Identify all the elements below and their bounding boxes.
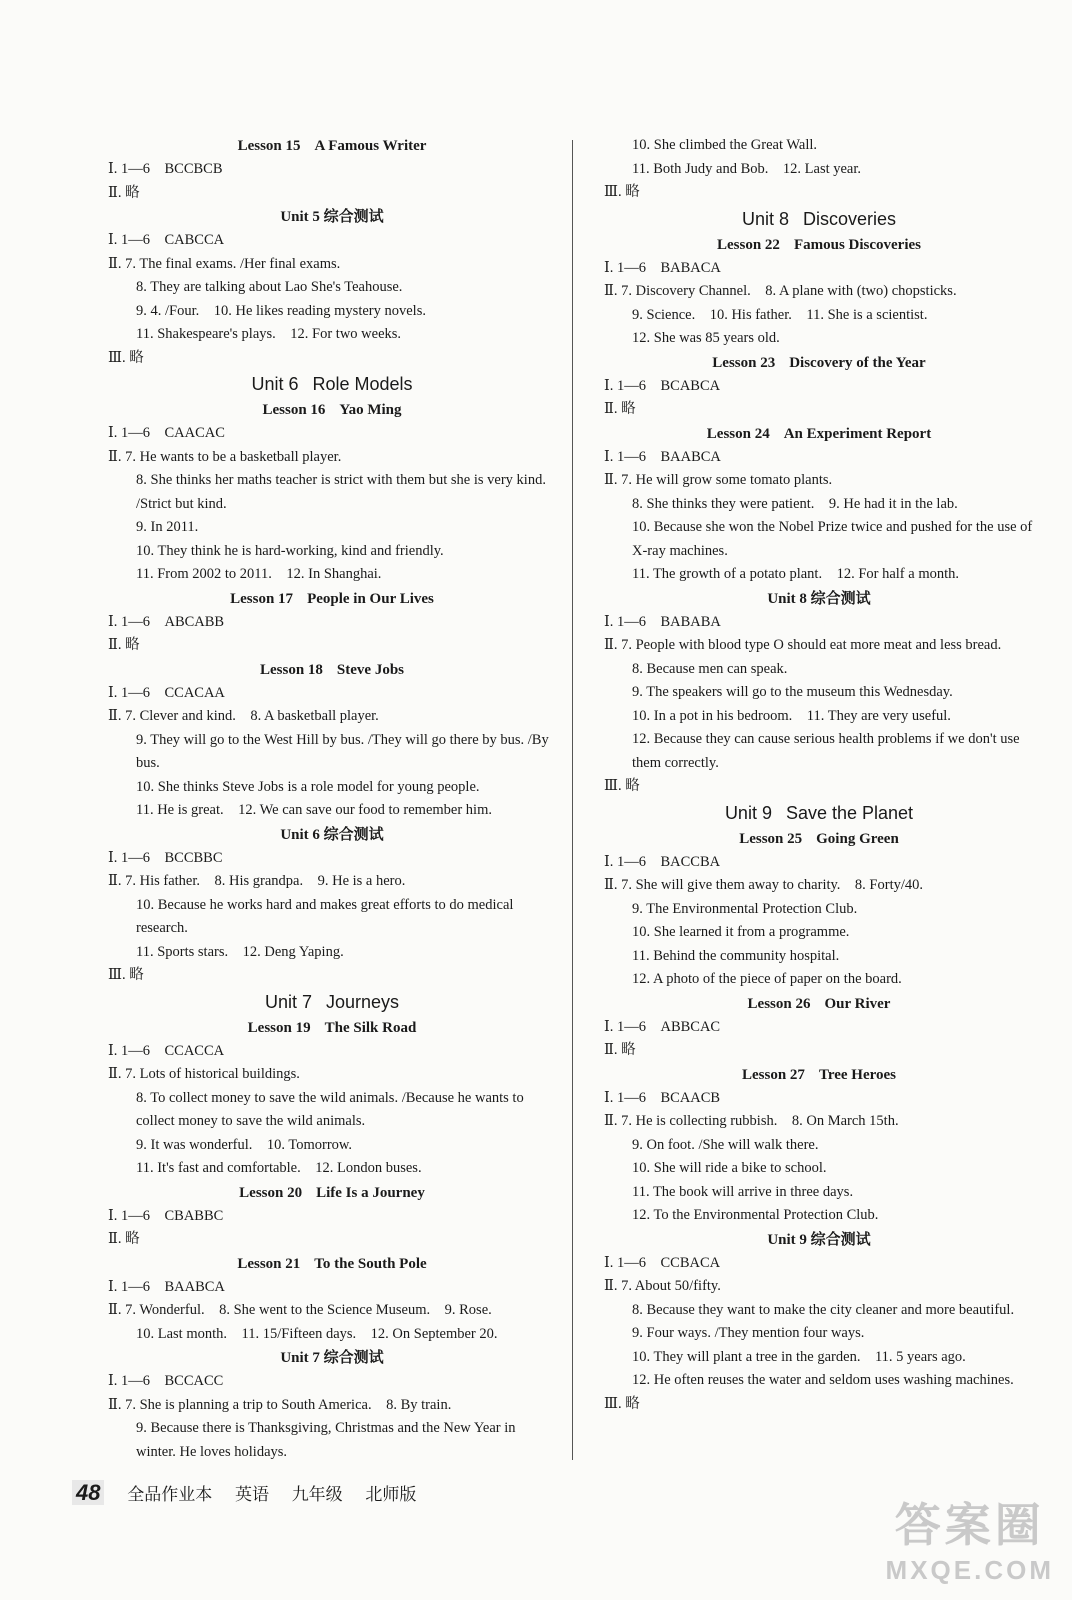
answer-line: Ⅰ. 1—6 CABCCA (108, 232, 225, 248)
answer-line: Ⅰ. 1—6 BCAACB (604, 1089, 721, 1106)
answer-line: 9. The speakers will go to the museum this Wednesday. (632, 684, 953, 700)
watermark-text: 答案圈 (894, 1499, 1045, 1551)
answer-line: 9. 4. /Four. 10. He likes reading mystery novels. (136, 302, 426, 319)
lesson-heading (604, 827, 1034, 851)
answer-line: Ⅰ. 1—6 CCACAA (108, 684, 225, 701)
answer-line: Ⅲ. 略 (108, 967, 144, 983)
heading-number: Lesson 19 (247, 1019, 311, 1036)
heading-number: Lesson 24 (706, 425, 770, 442)
heading-title: Tree Heroes (818, 1066, 896, 1083)
answer-line: Ⅰ. 1—6 BCCACC (108, 1373, 224, 1389)
answer-line: 9. Because there is Thanksgiving, Christmas and the New Year in winter. He loves holidays. (136, 1420, 516, 1460)
lesson-heading (604, 587, 1034, 611)
left-column (108, 134, 556, 1464)
answer-line: 8. Because men can speak. (632, 660, 788, 677)
page-number: 48 (72, 1480, 104, 1505)
answer-line: Ⅰ. 1—6 BAABCA (108, 1278, 225, 1295)
answer-line: 11. It's fast and comfortable. 12. London buses. (136, 1160, 422, 1176)
edition-label: 北师版 (365, 1485, 417, 1504)
heading-number: Unit 8 (741, 208, 789, 229)
answer-line: Ⅲ. 略 (604, 778, 640, 794)
heading-title: An Experiment Report (783, 425, 932, 442)
heading-number: Unit 7 (264, 991, 312, 1012)
answer-line: Ⅱ. 略 (604, 1042, 636, 1058)
heading-title: Discovery of the Year (789, 354, 926, 371)
answer-line: Ⅲ. 略 (604, 1395, 640, 1412)
answer-line: 12. Because they can cause serious health problems if we don't use them correctly. (632, 731, 1020, 771)
answer-line: Ⅱ. 7. Lots of historical buildings. (108, 1066, 300, 1082)
answer-line: 10. She will ride a bike to school. (632, 1160, 827, 1176)
answer-line: 12. She was 85 years old. (632, 330, 780, 346)
answer-line: Ⅱ. 7. She is planning a trip to South America. 8. By train. (108, 1396, 452, 1413)
answer-line: Ⅰ. 1—6 CBABBC (108, 1207, 224, 1224)
heading-title: Discoveries (803, 208, 897, 229)
heading-title: Role Models (312, 374, 413, 394)
answer-line: 12. To the Environmental Protection Club. (632, 1207, 879, 1223)
answer-line: Ⅱ. 7. His father. 8. His grandpa. 9. He is a hero. (108, 873, 406, 889)
answer-line: 10. Because she won the Nobel Prize twice and pushed for the use of X-ray machines. (632, 519, 1033, 559)
answer-line: Ⅰ. 1—6 CAACAC (108, 425, 225, 441)
heading-title: To the South Pole (314, 1255, 427, 1272)
answer-line: Ⅰ. 1—6 CCBACA (604, 1254, 721, 1271)
answer-line: 8. She thinks her maths teacher is strict with them but she is very kind. /Strict but kind. (136, 472, 546, 512)
answer-line: Ⅱ. 7. He will grow some tomato plants. (604, 472, 833, 488)
lesson-heading (604, 233, 1034, 257)
unit-heading (604, 799, 1034, 827)
lesson-heading (604, 422, 1034, 446)
answer-line: Ⅱ. 7. He is collecting rubbish. 8. On March 15th. (604, 1113, 899, 1129)
answer-line: Ⅱ. 略 (108, 184, 140, 201)
heading-title: Life Is a Journey (316, 1184, 425, 1201)
heading-number: Lesson 22 (717, 236, 780, 253)
answer-line: Ⅱ. 7. The final exams. /Her final exams. (108, 255, 341, 272)
answer-line: Ⅰ. 1—6 BCCBCB (108, 161, 223, 177)
answer-line: Ⅰ. 1—6 BABABA (604, 613, 721, 630)
heading-title: Going Green (816, 830, 899, 847)
right-column (604, 134, 1034, 1416)
lesson-heading (604, 351, 1034, 375)
subject-label: 英语 (234, 1485, 269, 1504)
heading-number: Lesson 25 (739, 830, 803, 847)
heading-title: Steve Jobs (336, 661, 405, 678)
answer-line: 11. He is great. 12. We can save our food to remember him. (136, 802, 492, 818)
heading-number: Unit 6 (251, 374, 299, 394)
answer-line: 8. Because they want to make the city cleaner and more beautiful. (632, 1301, 1015, 1318)
column-divider (572, 140, 573, 1460)
lesson-heading (108, 205, 556, 229)
answer-line: Ⅰ. 1—6 ABCABB (108, 613, 225, 630)
page-footer (72, 1480, 434, 1506)
answer-line: 9. Science. 10. His father. 11. She is a scientist. (632, 306, 928, 323)
heading-number: Unit 9 (724, 802, 772, 823)
heading-title: Our River (824, 995, 891, 1012)
lesson-heading (604, 1228, 1034, 1252)
heading-number: Lesson 27 (742, 1066, 805, 1083)
heading-title: A Famous Writer (314, 138, 427, 154)
answer-line: 11. Behind the community hospital. (632, 947, 840, 964)
book-title: 全品作业本 (127, 1485, 213, 1504)
answer-line: 11. From 2002 to 2011. 12. In Shanghai. (136, 566, 382, 582)
answer-line: 9. Four ways. /They mention four ways. (632, 1325, 865, 1341)
heading-title: Save the Planet (785, 802, 914, 823)
answer-line: 9. In 2011. (136, 519, 199, 535)
answer-line: Ⅱ. 7. People with blood type O should eat more meat and less bread. (604, 637, 1002, 653)
heading-number: Unit 6 综合测试 (280, 826, 384, 843)
lesson-heading (604, 1063, 1034, 1087)
answer-line: Ⅰ. 1—6 CCACCA (108, 1042, 225, 1059)
grade-label: 九年级 (291, 1485, 343, 1504)
lesson-heading (108, 1016, 556, 1040)
watermark-url: MXQE.COM (885, 1555, 1054, 1585)
heading-number: Lesson 15 (237, 138, 301, 154)
heading-title: Yao Ming (339, 402, 402, 418)
answer-line: Ⅲ. 略 (604, 184, 640, 200)
answer-line: 10. They will plant a tree in the garden. 11. 5 years ago. (632, 1348, 966, 1365)
answer-line: 10. She thinks Steve Jobs is a role model for young people. (136, 778, 480, 795)
heading-title: Journeys (325, 991, 400, 1012)
lesson-heading (108, 1346, 556, 1370)
lesson-heading (108, 1252, 556, 1276)
heading-number: Unit 7 综合测试 (280, 1350, 384, 1366)
heading-number: Lesson 23 (712, 354, 776, 371)
answer-line: Ⅱ. 7. Discovery Channel. 8. A plane with (two) chopsticks. (604, 283, 957, 299)
unit-heading (604, 205, 1034, 233)
answer-line: Ⅱ. 略 (108, 1231, 140, 1247)
answer-line: 10. She climbed the Great Wall. (632, 137, 818, 153)
answer-line: Ⅱ. 7. Clever and kind. 8. A basketball player. (108, 708, 379, 724)
answer-line: Ⅱ. 7. She will give them away to charity. 8. Forty/40. (604, 877, 924, 893)
heading-number: Lesson 16 (262, 402, 326, 418)
answer-line: Ⅰ. 1—6 BAABCA (604, 448, 721, 465)
answer-line: Ⅰ. 1—6 BABACA (604, 259, 721, 276)
answer-line: Ⅲ. 略 (108, 349, 144, 366)
answer-line: 8. She thinks they were patient. 9. He had it in the lab. (632, 495, 958, 512)
lesson-heading (108, 1181, 556, 1205)
answer-line: 8. To collect money to save the wild animals. /Because he wants to collect money to save the wild animals. (136, 1089, 524, 1129)
heading-title: Famous Discoveries (793, 236, 921, 253)
answer-line: Ⅰ. 1—6 BCCBBC (108, 849, 223, 866)
answer-line: 10. She learned it from a programme. (632, 924, 850, 940)
answer-line: 12. A photo of the piece of paper on the board. (632, 971, 902, 987)
answer-line: 11. Shakespeare's plays. 12. For two weeks. (136, 326, 402, 342)
lesson-heading (108, 134, 556, 158)
answer-line: 11. Both Judy and Bob. 12. Last year. (632, 160, 862, 177)
answer-line: 11. Sports stars. 12. Deng Yaping. (136, 943, 344, 960)
answer-line: 10. Last month. 11. 15/Fifteen days. 12. On September 20. (136, 1325, 498, 1342)
heading-number: Unit 5 综合测试 (280, 209, 384, 225)
lesson-heading (108, 398, 556, 422)
heading-number: Lesson 18 (259, 661, 323, 678)
answer-line: Ⅰ. 1—6 BCABCA (604, 377, 721, 394)
lesson-heading (604, 992, 1034, 1016)
lesson-heading (108, 658, 556, 682)
unit-heading (108, 370, 556, 398)
answer-line: 10. They think he is hard-working, kind and friendly. (136, 542, 444, 559)
heading-number: Lesson 20 (239, 1184, 303, 1201)
answer-line: 10. In a pot in his bedroom. 11. They are very useful. (632, 707, 951, 724)
answer-line: 9. On foot. /She will walk there. (632, 1136, 819, 1153)
heading-number: Unit 9 综合测试 (767, 1231, 871, 1248)
heading-number: Lesson 26 (747, 995, 811, 1012)
answer-line: 9. The Environmental Protection Club. (632, 900, 858, 917)
answer-line: 12. He often reuses the water and seldom uses washing machines. (632, 1372, 1014, 1388)
unit-heading (108, 988, 556, 1016)
heading-number: Unit 8 综合测试 (767, 590, 871, 607)
answer-line: 8. They are talking about Lao She's Teahouse. (136, 279, 403, 295)
watermark-logo (886, 1489, 1054, 1586)
heading-number: Lesson 17 (230, 590, 294, 607)
answer-line: Ⅱ. 略 (108, 637, 140, 653)
heading-number: Lesson 21 (237, 1255, 301, 1272)
heading-title: People in Our Lives (307, 590, 434, 607)
lesson-heading (108, 823, 556, 847)
heading-title: The Silk Road (324, 1019, 417, 1036)
answer-line: 9. It was wonderful. 10. Tomorrow. (136, 1136, 353, 1153)
answer-line: Ⅱ. 7. He wants to be a basketball player. (108, 448, 342, 465)
answer-line: 11. The growth of a potato plant. 12. For half a month. (632, 566, 960, 582)
answer-line: Ⅱ. 略 (604, 401, 636, 417)
lesson-heading (108, 587, 556, 611)
answer-line: Ⅰ. 1—6 BACCBA (604, 853, 721, 870)
answer-line: 10. Because he works hard and makes great efforts to do medical research. (136, 896, 514, 936)
answer-line: Ⅰ. 1—6 ABBCAC (604, 1018, 721, 1035)
answer-line: 9. They will go to the West Hill by bus. /They will go there by bus. /By bus. (136, 731, 549, 771)
answer-line: Ⅱ. 7. Wonderful. 8. She went to the Science Museum. 9. Rose. (108, 1302, 492, 1318)
answer-line: Ⅱ. 7. About 50/fifty. (604, 1278, 721, 1294)
answer-line: 11. The book will arrive in three days. (632, 1183, 854, 1200)
